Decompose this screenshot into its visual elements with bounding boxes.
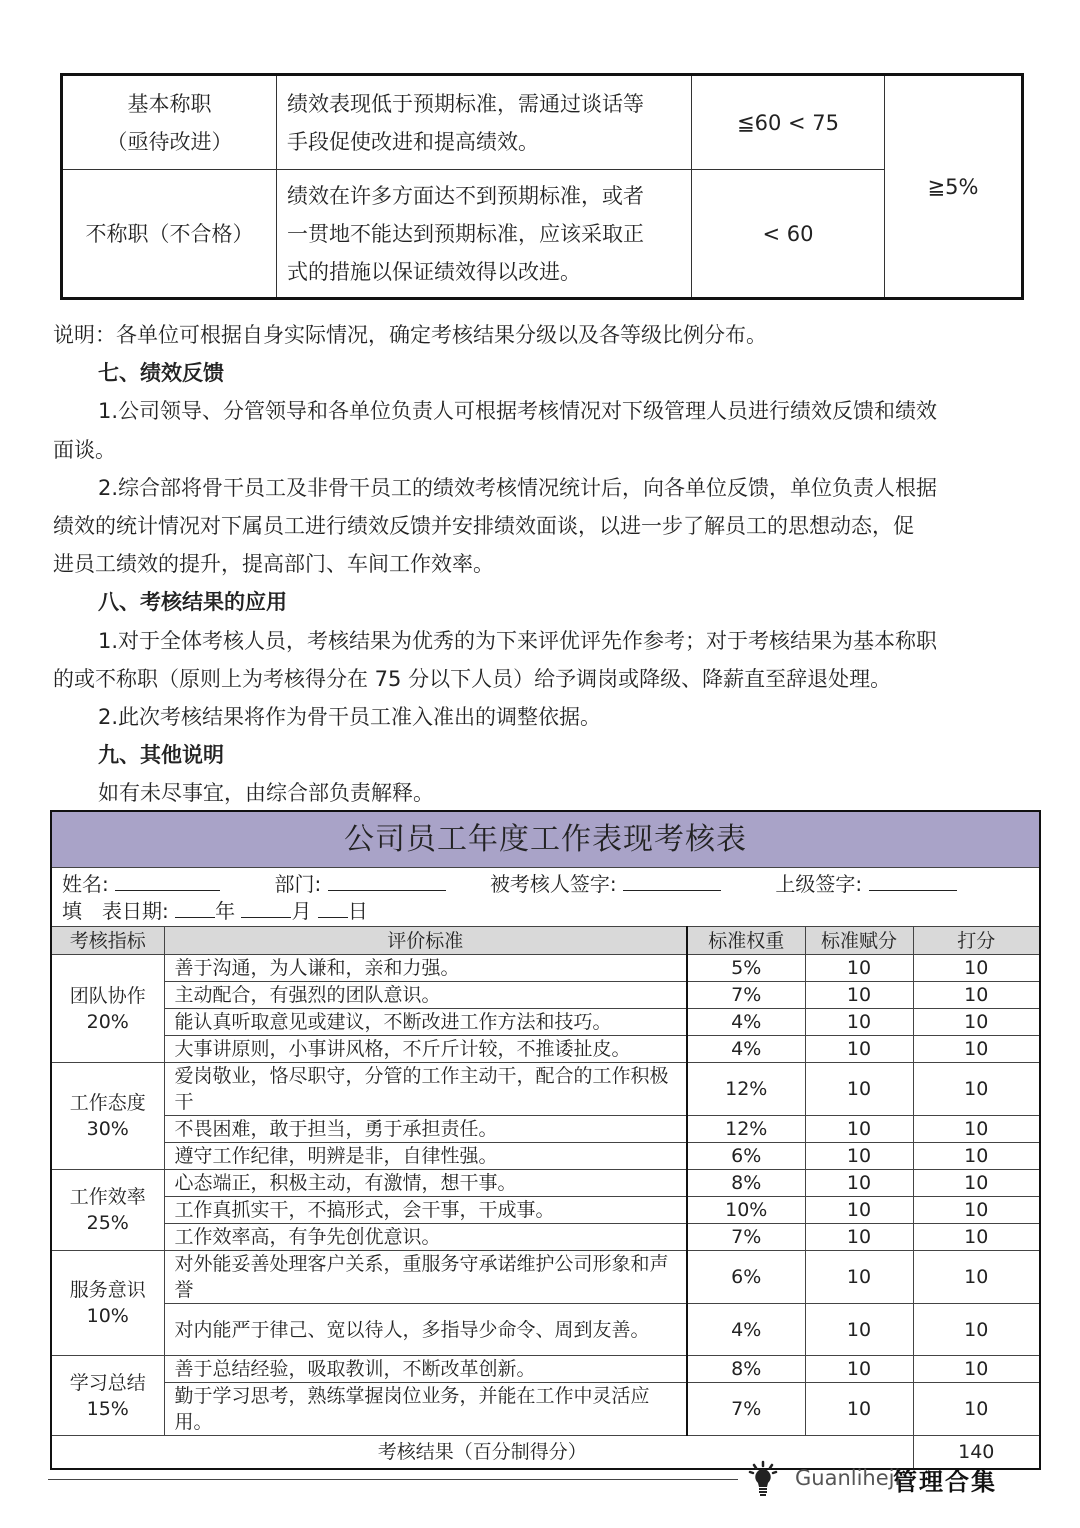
grade-table (60, 73, 1024, 300)
section-heading: 七、绩效反馈 (98, 361, 224, 386)
supervisor-label: 上级签字: (775, 872, 863, 896)
standard-score: 10 (805, 1251, 913, 1304)
indicator-cell: 服务意识 10% (51, 1251, 164, 1356)
weight: 7% (687, 1383, 805, 1436)
sign-label: 被考核人签字: (489, 872, 617, 896)
paragraph-line: 说明：各单位可根据自身实际情况，确定考核结果分级以及各等级比例分布。 (53, 323, 767, 347)
standard-score: 10 (805, 955, 913, 982)
criterion: 对内能严于律己、宽以待人，多指导少命令、周到友善。 (164, 1304, 687, 1356)
given-score[interactable]: 10 (913, 1036, 1040, 1063)
table-row (51, 1063, 1040, 1116)
standard-score: 10 (805, 1036, 913, 1063)
name-field[interactable] (115, 870, 220, 891)
standard-score: 10 (805, 1009, 913, 1036)
table-row (51, 1170, 1040, 1197)
weight: 10% (687, 1197, 805, 1224)
given-score[interactable]: 10 (913, 1197, 1040, 1224)
standard-score: 10 (805, 1383, 913, 1436)
col-header: 标准权重 (687, 927, 805, 955)
weight: 4% (687, 1304, 805, 1356)
appraisal-form-table (50, 810, 1041, 1470)
criterion: 爱岗敬业，恪尽职守，分管的工作主动干，配合的工作积极干 (164, 1063, 687, 1116)
name-label: 姓名: (62, 872, 109, 896)
standard-score: 10 (805, 1116, 913, 1143)
criterion: 工作真抓实干，不搞形式，会干事，干成事。 (164, 1197, 687, 1224)
table-row (51, 982, 1040, 1009)
standard-score: 10 (805, 1143, 913, 1170)
table-row (51, 1036, 1040, 1063)
table-row (51, 1009, 1040, 1036)
criterion: 对外能妥善处理客户关系，重服务守承诺维护公司形象和声誉 (164, 1251, 687, 1304)
weight: 12% (687, 1063, 805, 1116)
total-label: 考核结果（百分制得分） (51, 1436, 913, 1469)
month-field[interactable] (241, 897, 291, 918)
section-heading: 九、其他说明 (98, 743, 224, 768)
day-label: 日 (347, 899, 368, 923)
given-score[interactable]: 10 (913, 1143, 1040, 1170)
grade-row (62, 75, 1023, 170)
paragraph-line: 绩效的统计情况对下属员工进行绩效反馈并安排绩效面谈，以进一步了解员工的思想动态，促 (53, 514, 914, 538)
table-row (51, 1356, 1040, 1383)
criterion: 心态端正，积极主动，有激情，想干事。 (164, 1170, 687, 1197)
lightbulb-icon (748, 1460, 778, 1498)
criterion: 不畏困难，敢于担当，勇于承担责任。 (164, 1116, 687, 1143)
given-score[interactable]: 10 (913, 1063, 1040, 1116)
table-row (51, 1251, 1040, 1304)
grade-ratio: ≧5% (885, 75, 1023, 299)
indicator-cell: 工作态度 30% (51, 1063, 164, 1170)
grade-name: 不称职（不合格） (62, 170, 277, 299)
weight: 8% (687, 1356, 805, 1383)
year-field[interactable] (175, 897, 215, 918)
grade-score: ≦60 < 75 (692, 75, 885, 170)
weight: 7% (687, 982, 805, 1009)
date-label: 填 表日期: (62, 899, 169, 923)
weight: 5% (687, 955, 805, 982)
table-row (51, 1304, 1040, 1356)
paragraph-line: 2.此次考核结果将作为骨干员工准入准出的调整依据。 (98, 705, 602, 729)
grade-desc: 绩效表现低于预期标准，需通过谈话等 手段促使改进和提高绩效。 (277, 75, 692, 170)
table-row (51, 1116, 1040, 1143)
criterion: 遵守工作纪律，明辨是非，自律性强。 (164, 1143, 687, 1170)
footer-divider (48, 1479, 738, 1480)
total-score: 140 (913, 1436, 1040, 1469)
table-row (51, 1143, 1040, 1170)
weight: 12% (687, 1116, 805, 1143)
table-row (51, 1197, 1040, 1224)
paragraph-line: 2.综合部将骨干员工及非骨干员工的绩效考核情况统计后，向各单位反馈，单位负责人根据 (98, 475, 938, 500)
grade-score: < 60 (692, 170, 885, 299)
given-score[interactable]: 10 (913, 1304, 1040, 1356)
indicator-cell: 学习总结 15% (51, 1356, 164, 1436)
header-row (51, 927, 1040, 955)
weight: 8% (687, 1170, 805, 1197)
paragraph-line: 1.对于全体考核人员，考核结果为优秀的为下来评优评先作参考；对于考核结果为基本称职 (98, 628, 938, 653)
paragraph-line: 面谈。 (53, 437, 116, 462)
brand-name-cn: 管理合集 (893, 1467, 997, 1496)
given-score[interactable]: 10 (913, 982, 1040, 1009)
grade-row (62, 170, 1023, 299)
given-score[interactable]: 10 (913, 1170, 1040, 1197)
criterion: 能认真听取意见或建议，不断改进工作方法和技巧。 (164, 1009, 687, 1036)
weight: 6% (687, 1251, 805, 1304)
grade-name: 基本称职 （亟待改进） (62, 75, 277, 170)
sign-field[interactable] (623, 870, 721, 891)
criterion: 工作效率高，有争先创优意识。 (164, 1224, 687, 1251)
standard-score: 10 (805, 982, 913, 1009)
weight: 6% (687, 1143, 805, 1170)
criterion: 大事讲原则，小事讲风格，不斤斤计较，不推诿扯皮。 (164, 1036, 687, 1063)
criterion: 主动配合，有强烈的团队意识。 (164, 982, 687, 1009)
table-row (51, 1383, 1040, 1436)
col-header: 评价标准 (164, 927, 687, 955)
day-field[interactable] (318, 897, 348, 918)
grade-desc: 绩效在许多方面达不到预期标准，或者 一贯地不能达到预期标准，应该采取正 式的措施以保证绩效得以改进。 (277, 170, 692, 299)
indicator-cell: 工作效率 25% (51, 1170, 164, 1251)
standard-score: 10 (805, 1197, 913, 1224)
given-score[interactable]: 10 (913, 1383, 1040, 1436)
dept-label: 部门: (274, 872, 322, 896)
weight: 4% (687, 1009, 805, 1036)
supervisor-field[interactable] (869, 870, 957, 891)
given-score[interactable]: 10 (913, 1116, 1040, 1143)
table-row (51, 1224, 1040, 1251)
criterion: 善于沟通，为人谦和，亲和力强。 (164, 955, 687, 982)
month-label: 月 (291, 899, 312, 923)
year-label: 年 (215, 899, 236, 923)
paragraph-line: 进员工绩效的提升，提高部门、车间工作效率。 (53, 552, 494, 577)
given-score[interactable]: 10 (913, 1356, 1040, 1383)
weight: 4% (687, 1036, 805, 1063)
total-row (51, 1436, 1040, 1469)
weight: 7% (687, 1224, 805, 1251)
paragraph-line: 的或不称职（原则上为考核得分在 75 分以下人员）给予调岗或降级、降薪直至辞退处理。 (53, 666, 892, 691)
criterion: 勤于学习思考，熟练掌握岗位业务，并能在工作中灵活应用。 (164, 1383, 687, 1436)
brand-name: Guanliheji (795, 1466, 901, 1490)
paragraph-line: 如有未尽事宜，由综合部负责解释。 (98, 781, 434, 806)
given-score[interactable]: 10 (913, 1224, 1040, 1251)
standard-score: 10 (805, 1170, 913, 1197)
standard-score: 10 (805, 1063, 913, 1116)
form-info (51, 868, 1040, 927)
table-row (51, 955, 1040, 982)
col-header: 标准赋分 (805, 927, 913, 955)
given-score[interactable]: 10 (913, 955, 1040, 982)
standard-score: 10 (805, 1356, 913, 1383)
indicator-cell: 团队协作 20% (51, 955, 164, 1063)
standard-score: 10 (805, 1304, 913, 1356)
section-heading: 八、考核结果的应用 (98, 590, 287, 615)
col-header: 打分 (913, 927, 1040, 955)
given-score[interactable]: 10 (913, 1009, 1040, 1036)
paragraph-line: 1.公司领导、分管领导和各单位负责人可根据考核情况对下级管理人员进行绩效反馈和绩效 (98, 399, 938, 424)
criterion: 善于总结经验，吸取教训，不断改革创新。 (164, 1356, 687, 1383)
dept-field[interactable] (328, 870, 446, 891)
form-title: 公司员工年度工作表现考核表 (51, 811, 1040, 868)
standard-score: 10 (805, 1224, 913, 1251)
col-header: 考核指标 (51, 927, 164, 955)
given-score[interactable]: 10 (913, 1251, 1040, 1304)
